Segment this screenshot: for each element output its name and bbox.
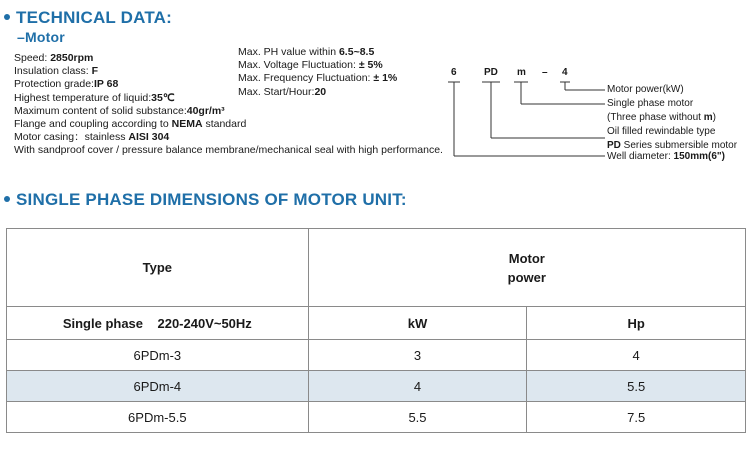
cell-kw: 3 [308, 340, 527, 371]
cell-type: 6PDm-4 [7, 371, 309, 402]
well-bold: 150mm(6") [673, 151, 725, 162]
spec-value: 35℃ [151, 91, 175, 104]
spec-casing [14, 131, 443, 144]
subheader-voltage-text: 220-240V~50Hz [157, 315, 252, 331]
header-power-line1: Motor [508, 250, 545, 266]
model-code-diagram [440, 62, 750, 172]
code-segment-dash: – [542, 67, 548, 78]
three-phase-text: (Three phase without [607, 112, 704, 123]
subheader-phase-text: Single phase [62, 315, 144, 331]
three-phase-bold: m [703, 112, 713, 123]
header-type: Type [7, 229, 309, 307]
spec-value: 40gr/m³ [186, 104, 225, 117]
pd-rest: Series submersible motor [620, 140, 738, 151]
spec-value: AISI 304 [128, 131, 170, 144]
cell-type: 6PDm-5.5 [7, 402, 309, 433]
spec-frequency [238, 72, 397, 85]
spec-label: Max. Voltage Fluctuation: [238, 59, 359, 72]
spec-value: ± 5% [358, 59, 383, 72]
technical-data-subtitle: –Motor [17, 29, 65, 45]
code-segment-4: 4 [562, 67, 568, 78]
dimensions-table [6, 228, 746, 433]
dimensions-title-text: SINGLE PHASE DIMENSIONS OF MOTOR UNIT: [16, 190, 407, 209]
spec-sandproof [14, 144, 443, 157]
spec-label: Flange and coupling according to [14, 118, 172, 131]
table-row [7, 402, 746, 433]
cell-hp: 7.5 [527, 402, 746, 433]
code-segment-pd: PD [484, 67, 498, 78]
subheader-hp: Hp [527, 307, 746, 340]
pd-bold: PD [607, 140, 621, 151]
bullet-dot-icon [4, 14, 10, 20]
label-motor-power: Motor power(kW) [607, 84, 684, 95]
spec-value: 20 [314, 85, 327, 98]
subheader-kw: kW [308, 307, 527, 340]
spec-solids [14, 105, 443, 118]
code-segment-6: 6 [451, 67, 457, 78]
subheader-phase [7, 307, 309, 340]
table-subheader-row [7, 307, 746, 340]
bullet-dot-icon [4, 196, 10, 202]
spec-label: Speed: [14, 52, 51, 64]
label-well-diameter [607, 151, 725, 162]
spec-label: Max. Start/Hour: [238, 85, 315, 98]
cell-hp: 5.5 [527, 371, 746, 402]
spec-value: 6.5~8.5 [338, 46, 375, 58]
cell-hp: 4 [527, 340, 746, 371]
label-three-phase [607, 112, 716, 123]
spec-label: Insulation class: [14, 65, 92, 78]
spec-label: Max. Frequency Fluctuation: [238, 72, 374, 85]
three-phase-close: ) [712, 112, 716, 123]
spec-label: Maximum content of solid substance: [14, 104, 187, 117]
spec-label: Highest temperature of liquid: [14, 91, 152, 104]
spec-starts [238, 86, 397, 99]
spec-value: F [91, 65, 99, 78]
spec-suffix: standard [202, 118, 247, 131]
cell-type: 6PDm-3 [7, 340, 309, 371]
cell-kw: 4 [308, 371, 527, 402]
spec-label: Motor casing：stainless [14, 131, 129, 144]
label-oil-filled: Oil filled rewindable type [607, 126, 716, 137]
spec-flange [14, 118, 443, 131]
technical-data-title [4, 8, 172, 28]
spec-value: NEMA [171, 118, 203, 131]
spec-value: IP 68 [93, 78, 119, 91]
code-segment-m: m [517, 67, 526, 78]
label-pd-series [607, 140, 737, 151]
dimensions-title [4, 190, 407, 210]
cell-kw: 5.5 [308, 402, 527, 433]
label-single-phase: Single phase motor [607, 98, 694, 109]
well-text: Well diameter: [607, 151, 674, 162]
header-power-line2: power [507, 269, 546, 285]
table-row [7, 340, 746, 371]
motor-specs-mid [238, 46, 397, 99]
spec-label: With sandproof cover / pressure balance membrane/mechanical seal with high performance. [14, 144, 443, 157]
spec-voltage [238, 59, 397, 72]
table-row [7, 371, 746, 402]
spec-value: 2850rpm [50, 52, 94, 64]
spec-label: Protection grade: [14, 78, 94, 91]
spec-ph [238, 46, 397, 59]
spec-label: Max. PH value within [238, 46, 339, 58]
table-header-row [7, 229, 746, 307]
header-motor-power [308, 229, 745, 307]
spec-value: ± 1% [373, 72, 398, 85]
technical-data-title-text: TECHNICAL DATA: [16, 8, 172, 27]
